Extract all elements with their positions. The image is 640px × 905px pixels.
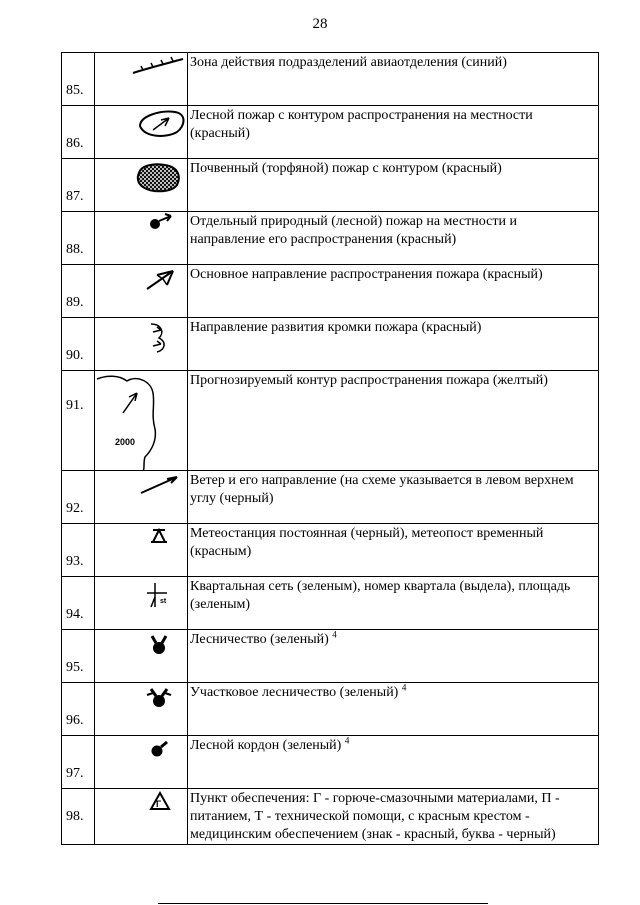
row-number: 97. xyxy=(62,736,95,789)
table-row xyxy=(62,265,599,318)
weather-station-icon xyxy=(95,524,187,577)
table-row xyxy=(62,53,599,106)
row-description: Лесной пожар с контуром распространения на местности (красный) xyxy=(188,106,599,159)
row-number: 95. xyxy=(62,630,95,683)
row-description: Метеостанция постоянная (черный), метеопост временный (красным) xyxy=(188,524,599,577)
row-description: Отдельный природный (лесной) пожар на местности и направление его распространения (красный) xyxy=(188,212,599,265)
table-row xyxy=(62,789,599,845)
row-number: 93. xyxy=(62,524,95,577)
footer-divider xyxy=(158,903,488,904)
table-row xyxy=(62,736,599,789)
symbol-cell xyxy=(95,577,188,630)
row-description: Направление развития кромки пожара (красный) xyxy=(188,318,599,371)
table-row xyxy=(62,683,599,736)
footnote-marker: 4 xyxy=(332,629,337,640)
peat-fire-contour-icon xyxy=(95,159,187,212)
row-description: Основное направление распространения пожара (красный) xyxy=(188,265,599,318)
symbol-cell xyxy=(95,683,188,736)
row-number: 88. xyxy=(62,212,95,265)
row-number: 86. xyxy=(62,106,95,159)
row-number: 96. xyxy=(62,683,95,736)
table-row xyxy=(62,524,599,577)
supply-point-icon xyxy=(95,789,187,845)
row-number: 91. xyxy=(62,371,95,471)
table-row xyxy=(62,212,599,265)
symbol-cell xyxy=(95,524,188,577)
quarter-grid-icon xyxy=(95,577,187,630)
row-description: Лесничество (зеленый) $^4$ xyxy=(188,630,599,683)
symbol-cell xyxy=(95,318,188,371)
forestry-icon xyxy=(95,630,187,683)
wind-direction-icon xyxy=(95,471,187,524)
forest-cordon-icon xyxy=(95,736,187,789)
forest-fire-contour-icon xyxy=(95,106,187,159)
row-description: Почвенный (торфяной) пожар с контуром (красный) xyxy=(188,159,599,212)
table-row xyxy=(62,471,599,524)
row-description: Квартальная сеть (зеленым), номер квартала (выдела), площадь (зеленым) xyxy=(188,577,599,630)
symbol-cell xyxy=(95,371,188,471)
row-number: 89. xyxy=(62,265,95,318)
footnote-marker: 4 xyxy=(344,735,350,746)
legend-table xyxy=(61,52,599,845)
row-number: 94. xyxy=(62,577,95,630)
forecast-contour-value: 2000 xyxy=(115,437,136,447)
forecast-fire-contour-icon xyxy=(95,371,187,471)
row-number: 87. xyxy=(62,159,95,212)
symbol-cell xyxy=(95,789,188,845)
symbol-cell xyxy=(95,736,188,789)
row-description: Пункт обеспечения: Г - горюче-смазочными материалами, П - питанием, Т - технической помощи, с красным крестом - медицинским обеспечением (знак - красный, буква - черный) xyxy=(188,789,599,845)
row-description: Лесной кордон (зеленый) $^4$ xyxy=(188,736,599,789)
district-forestry-icon xyxy=(95,683,187,736)
row-number: 85. xyxy=(62,53,95,106)
quarter-number-label: st xyxy=(160,598,167,605)
aviation-zone-line-icon xyxy=(95,53,187,106)
table-row xyxy=(62,318,599,371)
table-row xyxy=(62,159,599,212)
table-row xyxy=(62,577,599,630)
table-row xyxy=(62,106,599,159)
row-number: 98. xyxy=(62,789,95,845)
fire-edge-direction-icon xyxy=(95,318,187,371)
page-number: 28 xyxy=(312,16,328,32)
symbol-cell xyxy=(95,630,188,683)
symbol-cell xyxy=(95,106,188,159)
row-number: 92. xyxy=(62,471,95,524)
fire-main-direction-icon xyxy=(95,265,187,318)
symbol-cell xyxy=(95,265,188,318)
row-description: Прогнозируемый контур распространения пожара (желтый) xyxy=(188,371,599,471)
row-description: Участковое лесничество (зеленый) $^4$ xyxy=(188,683,599,736)
row-description: Зона действия подразделений авиаотделения (синий) xyxy=(188,53,599,106)
footnote-marker: 4 xyxy=(401,682,407,693)
symbol-cell xyxy=(95,53,188,106)
supply-point-letter: Г xyxy=(156,799,162,809)
row-description: Ветер и его направление (на схеме указывается в левом верхнем углу (черный) xyxy=(188,471,599,524)
table-row xyxy=(62,371,599,471)
row-number: 90. xyxy=(62,318,95,371)
symbol-cell xyxy=(95,471,188,524)
symbol-cell xyxy=(95,212,188,265)
table-row xyxy=(62,630,599,683)
single-fire-direction-icon xyxy=(95,212,187,265)
symbol-cell xyxy=(95,159,188,212)
